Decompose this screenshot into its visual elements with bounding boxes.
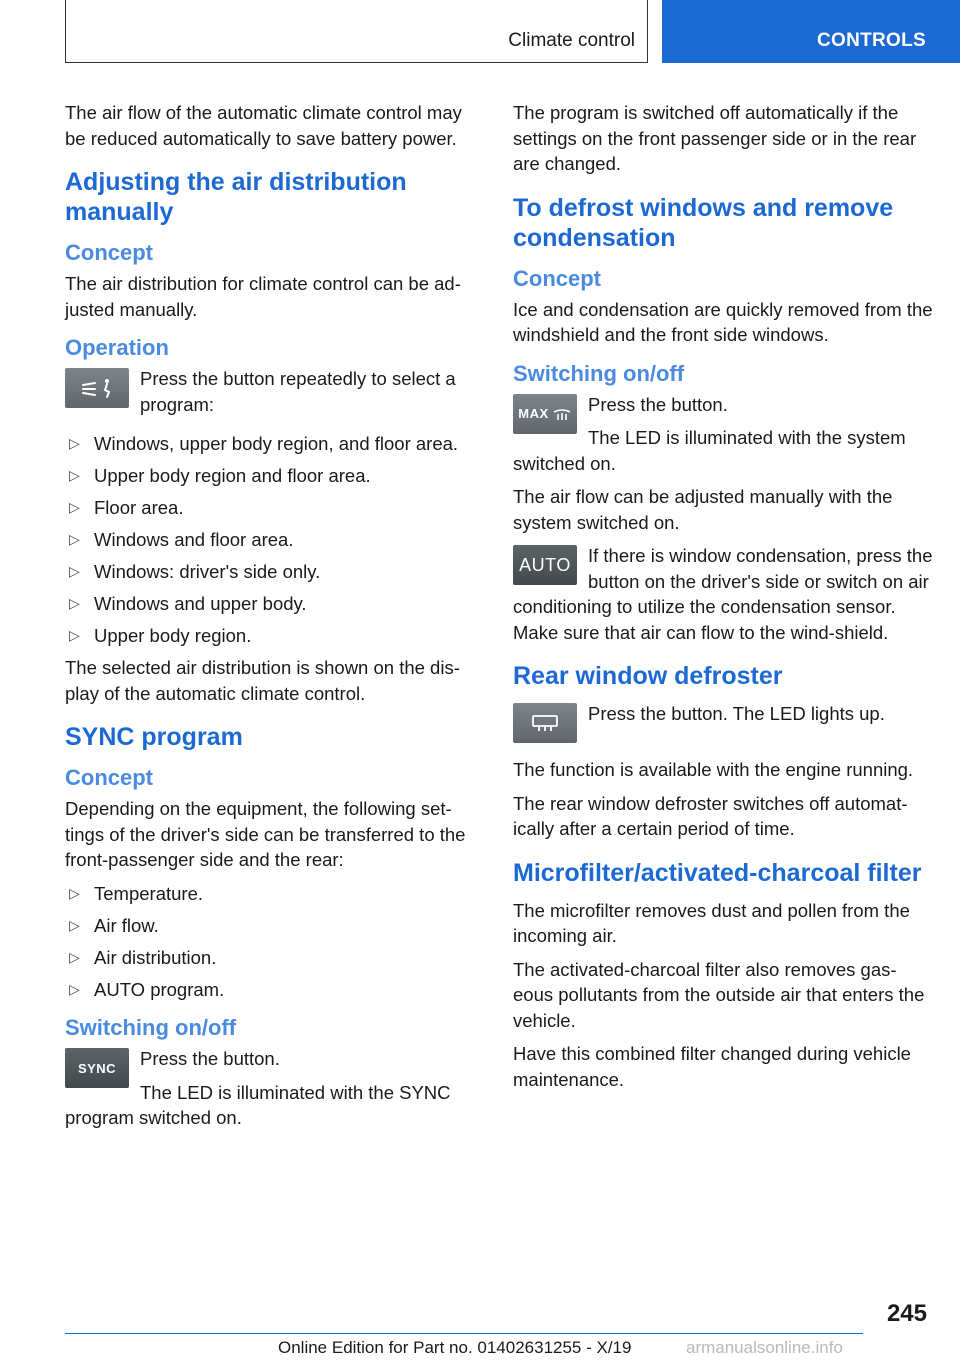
- sync-concept-paragraph: Depending on the equipment, the following set‐tings of the driver's side can be transferred to the front-passenger side and the rear:: [65, 798, 466, 870]
- operation-row: [65, 366, 483, 425]
- list-item: ▷ Temperature.: [65, 881, 483, 907]
- heading-operation: Operation: [65, 335, 169, 360]
- rear-defrost-button-image: [513, 703, 577, 743]
- left-column: [65, 100, 483, 1139]
- footer-divider: [65, 1333, 863, 1334]
- list-item: ▷ Windows: driver's side only.: [65, 559, 483, 585]
- header-section-box: [65, 0, 648, 63]
- triangle-bullet-icon: ▷: [69, 531, 80, 547]
- heading-switching-on-off: Switching on/off: [65, 1015, 237, 1040]
- max-button-label: MAX: [518, 406, 549, 421]
- section-title: Climate control: [508, 30, 635, 51]
- triangle-bullet-icon: ▷: [69, 980, 80, 997]
- heading-defrost: To defrost windows and remove condensation: [513, 193, 894, 252]
- rear-defrost-row: [513, 701, 933, 751]
- max-press-text: Press the button.: [588, 393, 728, 415]
- heading-switching-on-off: Switching on/off: [513, 360, 685, 386]
- triangle-bullet-icon: ▷: [69, 499, 80, 515]
- list-item: ▷ Air flow.: [65, 913, 483, 939]
- list-item: ▷ Air distribution.: [65, 945, 483, 971]
- triangle-bullet-icon: ▷: [69, 627, 80, 643]
- list-item: ▷ Windows, upper body region, and floor area.: [65, 431, 483, 457]
- max-defrost-button-image: [513, 394, 577, 434]
- windshield-defrost-icon: [552, 406, 572, 422]
- sync-led-text: The LED is illuminated with the SYNC program switched on.: [65, 1081, 451, 1128]
- heading-microfilter: Microfilter/activated-charcoal filter: [513, 858, 922, 887]
- filter-paragraph-3: Have this combined filter changed during vehicle maintenance.: [513, 1043, 911, 1090]
- chapter-title: CONTROLS: [816, 30, 926, 51]
- edition-text: Online Edition for Part no. 01402631255 - X/19: [278, 1338, 632, 1357]
- triangle-bullet-icon: ▷: [69, 563, 80, 579]
- filter-paragraph-2: The activated-charcoal filter also removes gas‐eous pollutants from the outside air that enters the vehicle.: [513, 958, 925, 1031]
- heading-concept: Concept: [65, 240, 153, 265]
- triangle-bullet-icon: ▷: [69, 595, 80, 611]
- triangle-bullet-icon: ▷: [69, 884, 80, 901]
- list-item: ▷ AUTO program.: [65, 977, 483, 1003]
- heading-rear-window-defroster: Rear window defroster: [513, 662, 783, 690]
- operation-paragraph: Press the button repeatedly to select a program:: [140, 368, 456, 415]
- sync-button-label: SYNC: [77, 1060, 117, 1076]
- concept-paragraph: The air distribution for climate control can be ad‐justed manually.: [65, 273, 461, 320]
- heading-concept: Concept: [513, 265, 601, 291]
- triangle-bullet-icon: ▷: [69, 916, 80, 933]
- sync-switch-row: [65, 1046, 483, 1131]
- rear-window-defrost-icon: [530, 713, 560, 733]
- sync-press-text: Press the button.: [140, 1048, 280, 1069]
- rear-press-text: Press the button. The LED lights up.: [588, 703, 885, 724]
- auto-row: [513, 543, 933, 645]
- air-distribution-icon: [77, 376, 117, 400]
- condensation-paragraph: If there is window condensation, press the button on the driver's side or switch on air conditioning to utilize the condensation sensor. Make sure that air can flow to the wind‐shield.: [513, 545, 933, 643]
- intro-paragraph: The program is switched off automatically if the settings on the front passenger side or in the rear are changed.: [513, 102, 917, 174]
- triangle-bullet-icon: ▷: [69, 948, 80, 965]
- airflow-paragraph: The air flow can be adjusted manually with the system switched on.: [513, 486, 893, 533]
- max-led-text: The LED is illuminated with the system switched on.: [513, 427, 906, 474]
- list-item: ▷ Windows and upper body.: [65, 591, 483, 617]
- list-item: ▷ Upper body region and floor area.: [65, 463, 483, 489]
- intro-paragraph: The air flow of the automatic climate control may be reduced automatically to save battery power.: [65, 102, 462, 149]
- list-item: ▷ Floor area.: [65, 495, 483, 521]
- triangle-bullet-icon: ▷: [69, 435, 80, 451]
- defrost-concept-paragraph: Ice and condensation are quickly removed from the windshield and the front side windows.: [513, 298, 933, 345]
- right-column: [513, 100, 933, 1100]
- distribution-paragraph: The selected air distribution is shown on the dis‐play of the automatic climate control.: [65, 657, 460, 704]
- heading-concept: Concept: [65, 765, 153, 790]
- air-distribution-button-image: [65, 368, 129, 408]
- watermark-text: armanualsonline.info: [686, 1338, 843, 1357]
- header-chapter-box: [662, 0, 960, 63]
- program-list: [65, 431, 483, 649]
- auto-button-label: AUTO: [519, 554, 571, 575]
- triangle-bullet-icon: ▷: [69, 467, 80, 483]
- filter-paragraph-1: The microfilter removes dust and pollen from the incoming air.: [513, 899, 910, 946]
- list-item: ▷ Windows and floor area.: [65, 527, 483, 553]
- rear-switchoff-paragraph: The rear window defroster switches off automat‐ically after a certain period of time.: [513, 792, 908, 839]
- sync-list: [65, 881, 483, 1003]
- rear-available-paragraph: The function is available with the engine running.: [513, 759, 914, 780]
- list-item: ▷ Upper body region.: [65, 623, 483, 649]
- auto-button-image: [513, 545, 577, 585]
- max-switch-row: [513, 392, 933, 477]
- sync-button-image: [65, 1048, 129, 1088]
- heading-sync-program: SYNC program: [65, 723, 243, 751]
- page-number: 245: [886, 1300, 927, 1327]
- heading-adjust-air-distribution: Adjusting the air distribution manually: [65, 168, 407, 226]
